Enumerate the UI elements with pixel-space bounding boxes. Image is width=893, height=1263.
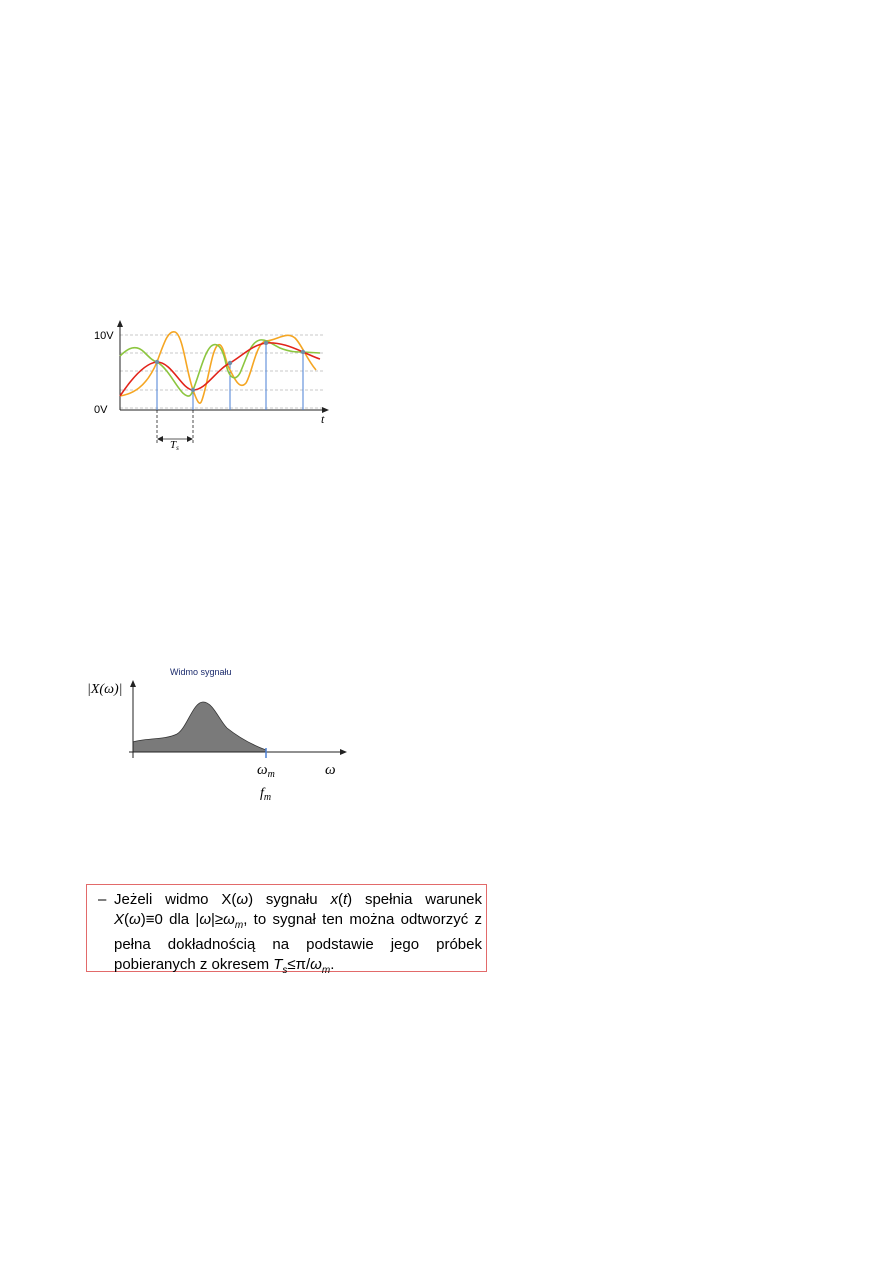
theorem-text xyxy=(98,890,482,980)
sampling-figure xyxy=(80,318,340,464)
theorem-dash: – xyxy=(98,891,107,908)
ts-label: Ts xyxy=(170,439,179,452)
green-signal-curve xyxy=(120,340,320,396)
y-tick-0v: 0V xyxy=(94,404,108,416)
y-axis-arrow xyxy=(117,320,123,327)
grid-lines xyxy=(120,335,325,408)
omega-m-label: $\omega_m$ xyxy=(257,762,275,780)
spectrum-y-label: |X(ω)| xyxy=(87,682,123,697)
spectrum-area xyxy=(133,702,266,752)
ts-arrow-right xyxy=(187,436,193,442)
sampling-theorem-box xyxy=(86,884,487,976)
spectrum-x-arrow xyxy=(340,749,347,755)
fm-label: $f_m$ xyxy=(260,786,272,803)
x-axis-label-t: t xyxy=(321,412,325,426)
spectrum-title: Widmo sygnału xyxy=(170,667,232,677)
theorem-body: Jeżeli widmo X(ω) sygnału x(t) spełnia warunek X(ω)≡0 dla $|\omega|\ge\omega_m$, to sygnał ten można odtworzyć z pełna dokładnością na podstawie jego próbek pobieranych z okresem $T_s\le\pi/\omega_m$. xyxy=(114,891,483,976)
spectrum-figure xyxy=(85,662,360,804)
omega-axis-label: ω xyxy=(325,762,336,778)
y-tick-10v: 10V xyxy=(94,330,114,342)
orange-signal-curve xyxy=(120,332,316,403)
ts-arrow-left xyxy=(157,436,163,442)
spectrum-y-arrow xyxy=(130,680,136,687)
